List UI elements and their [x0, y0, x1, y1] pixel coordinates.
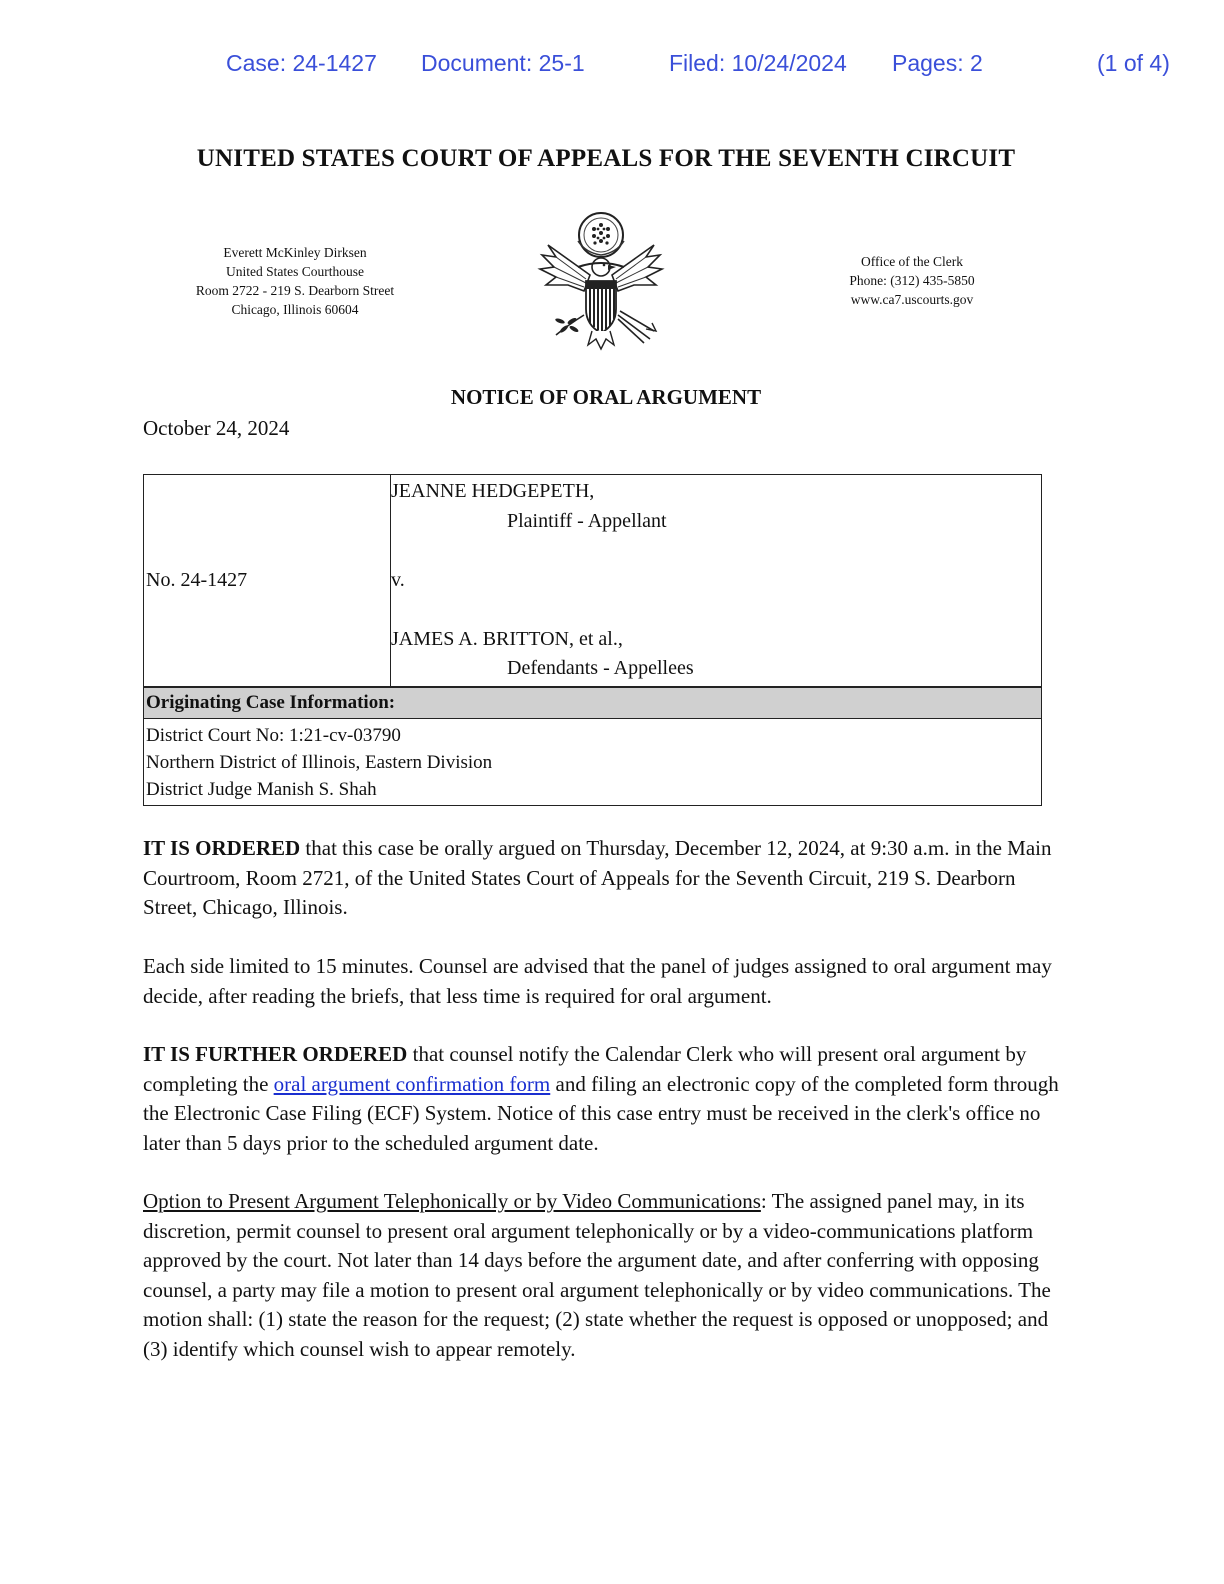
notice-title: NOTICE OF ORAL ARGUMENT: [450, 385, 762, 409]
further-order-heading: IT IS FURTHER ORDERED: [143, 1042, 408, 1066]
order-heading: IT IS ORDERED: [143, 836, 301, 860]
further-order-text: that counsel notify the Calendar Clerk who will present oral argument by completing the: [143, 1042, 1027, 1096]
originating-case-header: Originating Case Information:: [144, 688, 1041, 719]
district-court-number: District Court No: 1:21-cv-03790: [146, 725, 401, 746]
further-order-paragraph: [143, 1040, 1073, 1158]
district-judge: District Judge Manish S. Shah: [146, 779, 377, 800]
address-line: Everett McKinley Dirksen: [223, 245, 367, 260]
clerk-contact: [792, 252, 1032, 309]
clerk-phone-line: Phone: (312) 435-5850: [849, 273, 975, 288]
further-order-text-cont: and filing an electronic copy of the completed form through the Electronic Case Filing (ECF) System. Notice of this case entry must be received in the clerk's office no later than 5 days prior to the scheduled argument date.: [143, 1071, 1059, 1155]
remote-argument-heading: Option to Present Argument Telephonically or by Video Communications: [143, 1189, 761, 1213]
notice-date: October 24, 2024: [143, 416, 290, 440]
document-number-header: Document: 25-1: [421, 50, 585, 76]
page-indicator: (1 of 4): [1097, 50, 1170, 76]
versus-label: v.: [391, 569, 405, 591]
address-line: United States Courthouse: [226, 264, 364, 279]
order-paragraph: [143, 834, 1073, 923]
great-seal-eagle-icon: [528, 205, 674, 351]
remote-argument-text: : The assigned panel may, in its discretion, permit counsel to present oral argument telephonically or by a video-communications platform approved by the court. Not later than 14 days before the argument date, and after conferring with opposing counsel, a party may file a motion to present oral argument telephonically or by video communications. The motion shall: (1) state the reason for the request; (2) state whether the request is opposed or unopposed; and (3) identify which counsel wish to appear remotely.: [143, 1189, 1051, 1361]
clerk-website-line: www.ca7.uscourts.gov: [850, 292, 974, 307]
address-line: Chicago, Illinois 60604: [231, 302, 359, 317]
case-number: No. 24-1427: [146, 569, 248, 591]
originating-case-info: [144, 719, 1041, 805]
remote-argument-paragraph: [143, 1187, 1073, 1364]
time-limit-paragraph: [143, 952, 1073, 1011]
case-number-header: Case: 24-1427: [226, 50, 377, 76]
case-number-cell: [144, 475, 391, 686]
defendant-role: Defendants - Appellees: [507, 657, 694, 679]
confirmation-form-link[interactable]: oral argument confirmation form: [273, 1071, 551, 1096]
time-limit-text: Each side limited to 15 minutes. Counsel are advised that the panel of judges assigned to oral argument may decide, after reading the briefs, that less time is required for oral argument.: [143, 954, 1052, 1008]
courthouse-address: [160, 243, 430, 319]
document-header-bar: [0, 50, 1224, 82]
court-title: UNITED STATES COURT OF APPEALS FOR THE SEVENTH CIRCUIT: [196, 145, 1016, 172]
plaintiff-name: JEANNE HEDGEPETH,: [391, 480, 595, 502]
case-caption-table: [143, 474, 1042, 806]
case-caption-row: [144, 475, 1041, 688]
district-name: Northern District of Illinois, Eastern Division: [146, 752, 493, 773]
order-text: that this case be orally argued on Thursday, December 12, 2024, at 9:30 a.m. in the Main Courtroom, Room 2721, of the United States Court of Appeals for the Seventh Circuit, 219 S. Dearborn Street, Chicago, Illinois.: [143, 836, 1052, 919]
pages-header: Pages: 2: [892, 50, 983, 76]
address-line: Room 2722 - 219 S. Dearborn Street: [195, 283, 395, 298]
plaintiff-role: Plaintiff - Appellant: [507, 510, 667, 532]
filed-date-header: Filed: 10/24/2024: [669, 50, 847, 76]
clerk-office-line: Office of the Clerk: [860, 254, 964, 269]
defendant-name: JAMES A. BRITTON, et al.,: [391, 628, 623, 650]
parties-cell: [391, 475, 1041, 686]
